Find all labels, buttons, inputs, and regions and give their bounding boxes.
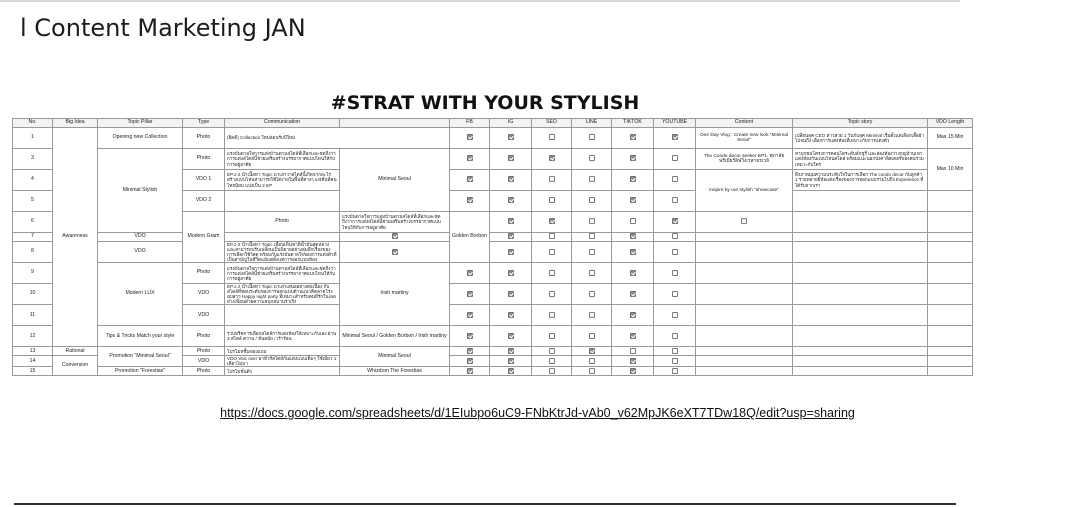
communication-cell: EP.1-2 นำเนื้อหา Topic มาเล่าว่าสไตล์นี้เกิดจากอะไร สร้างแบบไหนสามารถใช้ได้ง่ายในพื้นที่ต่างๆ แฟชั่นที่คนไทยนิยม แบ่งเป็น 2 EP xyxy=(225,170,340,191)
checkbox[interactable] xyxy=(467,176,473,182)
checkbox[interactable] xyxy=(549,249,555,255)
checkbox[interactable] xyxy=(508,348,514,354)
channel-cell xyxy=(490,170,532,191)
content-cell: Inspire by our stylish "showcase" xyxy=(696,170,793,212)
channel-cell xyxy=(532,128,572,149)
column-header: SEO xyxy=(532,119,572,128)
channel-cell xyxy=(654,149,696,170)
row-number: 11 xyxy=(13,305,53,326)
table-row xyxy=(13,233,973,242)
checkbox[interactable] xyxy=(467,333,473,339)
content-cell xyxy=(696,284,793,305)
channel-cell xyxy=(450,263,490,284)
vdo-length-cell: Max 10 Min xyxy=(928,149,973,191)
vdo-length-cell: Max 15 Min xyxy=(928,128,973,149)
channel-cell xyxy=(612,356,654,367)
checkbox[interactable] xyxy=(589,176,595,182)
checkbox[interactable] xyxy=(589,348,595,354)
channel-cell xyxy=(572,128,612,149)
content-cell: The Condo decor seeker EP1. ศุภาลัย พรีเมียร์ลิฟวิ่งเรสาธรเวย์ xyxy=(696,149,793,170)
channel-cell xyxy=(572,367,612,376)
checkbox[interactable] xyxy=(672,333,678,339)
checkbox[interactable] xyxy=(589,218,595,224)
channel-cell xyxy=(612,191,654,212)
channel-cell xyxy=(654,367,696,376)
channel-cell xyxy=(490,305,532,326)
checkbox[interactable] xyxy=(589,358,595,364)
channel-cell xyxy=(490,242,532,263)
channel-cell xyxy=(490,284,532,305)
checkbox[interactable] xyxy=(589,197,595,203)
communication-cell: VDO Voic over พาทัวร์สไตล์กันแต่งแบบเต็มๆ ใช้เพียว 1 เดียวไม่มา xyxy=(225,356,340,367)
channel-cell xyxy=(450,284,490,305)
row-number: 6 xyxy=(13,212,53,233)
topic-pillar-cell: Promotion "Forestias" xyxy=(98,367,183,376)
big-idea-cell: Conversion xyxy=(53,356,98,376)
vdo-length-cell xyxy=(928,284,973,305)
checkbox[interactable] xyxy=(549,368,555,374)
project-cell: Irish martiny xyxy=(340,263,450,326)
column-header: Big Idea xyxy=(53,119,98,128)
vdo-length-cell xyxy=(928,263,973,284)
row-number: 9 xyxy=(13,263,53,284)
channel-cell xyxy=(532,149,572,170)
table-row xyxy=(13,326,973,347)
checkbox[interactable] xyxy=(508,312,514,318)
sheet-title: #STRAT WITH YOUR STYLISH xyxy=(330,92,640,114)
checkbox[interactable] xyxy=(589,249,595,255)
channel-cell xyxy=(450,347,490,356)
content-cell xyxy=(696,233,793,242)
checkbox[interactable] xyxy=(549,218,555,224)
checkbox[interactable] xyxy=(630,176,636,182)
checkbox[interactable] xyxy=(549,176,555,182)
channel-cell xyxy=(490,128,532,149)
checkbox[interactable] xyxy=(589,155,595,161)
vdo-length-cell xyxy=(928,326,973,347)
checkbox[interactable] xyxy=(630,134,636,140)
project-cell: Minimal Seoul xyxy=(340,347,450,367)
checkbox[interactable] xyxy=(508,218,514,224)
checkbox[interactable] xyxy=(549,291,555,297)
communication-cell: แรงบันดาลใจการแต่งบ้านตามสไตล์ที่เลือกและชุดถึงว่าการแต่งสไตล์นี้ช่วยเสริมสร้างบรรยากาศแบบไหนให้กับการอยู่อาศัย xyxy=(340,212,450,233)
column-header: Content xyxy=(696,119,793,128)
checkbox[interactable] xyxy=(589,233,595,239)
checkbox[interactable] xyxy=(630,249,636,255)
type-cell: Photo xyxy=(183,347,225,356)
checkbox[interactable] xyxy=(630,155,636,161)
checkbox[interactable] xyxy=(630,358,636,364)
vdo-length-cell xyxy=(928,305,973,326)
topic-story-cell: เปลี่ยนลุค CEO สาวสวย 1 วันกับลุค Minimal เริ่มตั้งแต่เลือกเสื้อผ้า ไปจนถึง เลือกการแต่งห้องที่เหมาะกับการแต่งตัว xyxy=(793,128,928,149)
checkbox[interactable] xyxy=(672,358,678,364)
checkbox[interactable] xyxy=(508,291,514,297)
checkbox[interactable] xyxy=(672,348,678,354)
table-row xyxy=(13,128,973,149)
topic-pillar-cell: Minimal Stylish xyxy=(98,149,183,233)
type-cell: VDO xyxy=(98,233,183,242)
topic-story-cell xyxy=(928,212,973,233)
vdo-length-cell xyxy=(928,347,973,356)
vdo-length-cell xyxy=(928,367,973,376)
channel-cell xyxy=(532,233,572,242)
topic-pillar-cell: Tips & Tricks Match your style xyxy=(98,326,183,347)
checkbox[interactable] xyxy=(672,218,678,224)
content-cell xyxy=(696,326,793,347)
channel-cell xyxy=(612,212,654,233)
channel-cell xyxy=(612,242,654,263)
column-header: Topic story xyxy=(793,119,928,128)
channel-cell xyxy=(532,347,572,356)
channel-cell xyxy=(612,149,654,170)
type-cell: Photo xyxy=(183,326,225,347)
project-cell: Minimal Seoul / Golden Borbon / Irish martiny xyxy=(340,326,450,347)
row-number: 8 xyxy=(13,242,53,263)
checkbox[interactable] xyxy=(508,368,514,374)
channel-cell xyxy=(572,347,612,356)
type-cell: Photo xyxy=(183,128,225,149)
table-row xyxy=(13,367,973,376)
table-row xyxy=(13,242,973,263)
type-cell: Photo xyxy=(225,212,340,233)
type-cell: VDO 2 xyxy=(183,191,225,212)
channel-cell xyxy=(572,305,612,326)
top-border xyxy=(0,0,960,2)
vdo-length-cell xyxy=(928,356,973,367)
checkbox[interactable] xyxy=(549,155,555,161)
checkbox[interactable] xyxy=(589,368,595,374)
checkbox[interactable] xyxy=(467,270,473,276)
checkbox[interactable] xyxy=(672,233,678,239)
channel-cell xyxy=(490,347,532,356)
checkbox[interactable] xyxy=(630,218,636,224)
type-cell: Photo xyxy=(183,367,225,376)
content-cell: One Day Vlog : Create new look "Minimal Seoul" xyxy=(696,128,793,149)
topic-pillar-cell: Modern LUX xyxy=(98,263,183,326)
channel-cell xyxy=(490,263,532,284)
topic-story-cell xyxy=(793,326,928,347)
channel-cell xyxy=(572,212,612,233)
checkbox[interactable] xyxy=(467,358,473,364)
channel-cell xyxy=(532,356,572,367)
checkbox[interactable] xyxy=(467,291,473,297)
big-idea-cell: Awareness xyxy=(53,128,98,347)
content-cell xyxy=(696,347,793,356)
channel-cell xyxy=(532,305,572,326)
row-number: 7 xyxy=(13,233,53,242)
channel-cell xyxy=(654,305,696,326)
communication-cell: รวบทริคการเลือกสไตล์การแต่งห้องให้เหมาะกับเอง ผ่าน 3 สไตล์ ความ / ทันสมัย / เร้าร้อน xyxy=(225,326,340,347)
channel-cell xyxy=(612,263,654,284)
channel-cell xyxy=(532,170,572,191)
checkbox[interactable] xyxy=(549,270,555,276)
channel-cell xyxy=(490,356,532,367)
channel-cell xyxy=(450,149,490,170)
channel-cell xyxy=(654,212,696,233)
communication-cell xyxy=(225,191,340,212)
project-cell: Golden Borbon xyxy=(450,212,490,263)
channel-cell xyxy=(572,356,612,367)
row-number: 5 xyxy=(13,191,53,212)
channel-cell xyxy=(654,326,696,347)
channel-cell xyxy=(612,326,654,347)
content-plan-table xyxy=(12,118,973,376)
type-cell: VDO xyxy=(183,356,225,367)
channel-cell xyxy=(532,367,572,376)
topic-story-cell xyxy=(793,191,928,212)
content-cell xyxy=(696,305,793,326)
topic-story-cell xyxy=(793,356,928,367)
checkbox[interactable] xyxy=(549,333,555,339)
channel-cell xyxy=(450,305,490,326)
table-row xyxy=(13,263,973,284)
row-number: 14 xyxy=(13,356,53,367)
row-number: 12 xyxy=(13,326,53,347)
channel-cell xyxy=(612,233,654,242)
checkbox[interactable] xyxy=(392,249,398,255)
checkbox[interactable] xyxy=(508,358,514,364)
checkbox[interactable] xyxy=(549,233,555,239)
checkbox[interactable] xyxy=(672,176,678,182)
channel-cell xyxy=(572,263,612,284)
channel-cell xyxy=(572,233,612,242)
column-header: Communication xyxy=(225,119,340,128)
checkbox[interactable] xyxy=(589,312,595,318)
topic-story-cell xyxy=(793,305,928,326)
channel-cell xyxy=(612,305,654,326)
channel-cell xyxy=(450,170,490,191)
content-cell xyxy=(696,367,793,376)
content-cell xyxy=(793,212,928,233)
checkbox[interactable] xyxy=(630,197,636,203)
checkbox[interactable] xyxy=(508,155,514,161)
communication-cell: แรงบันดาลใจการแต่งบ้านตามสไตล์ที่เลือกและชุดถึงว่าการแต่งสไตล์นี้ช่วยเสริมสร้างบรรยากาศแบบไหนให้กับการอยู่อาศัย xyxy=(225,263,340,284)
channel-cell xyxy=(654,233,696,242)
column-header xyxy=(340,119,450,128)
channel-cell xyxy=(612,284,654,305)
checkbox[interactable] xyxy=(589,134,595,140)
channel-cell xyxy=(490,212,532,233)
channel-cell xyxy=(450,367,490,376)
checkbox[interactable] xyxy=(467,368,473,374)
channel-cell xyxy=(450,356,490,367)
communication-cell xyxy=(225,305,340,326)
channel-cell xyxy=(532,242,572,263)
checkbox[interactable] xyxy=(392,233,398,239)
column-header: YOUTUBE xyxy=(654,119,696,128)
checkbox[interactable] xyxy=(467,155,473,161)
type-cell: Photo xyxy=(183,263,225,284)
type-cell: VDO xyxy=(98,242,183,263)
channel-cell xyxy=(490,149,532,170)
content-cell xyxy=(696,242,793,263)
checkbox[interactable] xyxy=(508,270,514,276)
checkbox[interactable] xyxy=(508,197,514,203)
topic-pillar-cell: Promotion "Minimal Seoul" xyxy=(98,347,183,367)
bottom-divider xyxy=(14,503,956,505)
checkbox[interactable] xyxy=(630,368,636,374)
channel-cell xyxy=(490,191,532,212)
column-header: TIKTOK xyxy=(612,119,654,128)
channel-cell xyxy=(572,326,612,347)
topic-pillar-cell: Opening new Collection xyxy=(98,128,183,149)
communication-cell: โปรโมทชิ้นของแถม xyxy=(225,347,340,356)
topic-story-cell: ดึงภาพมุมความประทับใจในการเลือก The condo decor กับลูกค้า 1 รายหลายยี่ห้อแต่งเรื่องของการออกแบบรวมไปถึง Experience ที่ได้รับจากเรา xyxy=(793,170,928,191)
channel-cell xyxy=(572,170,612,191)
topic-story-cell xyxy=(793,284,928,305)
content-cell xyxy=(696,263,793,284)
checkbox[interactable] xyxy=(672,368,678,374)
channel-cell xyxy=(654,356,696,367)
type-cell: VDO 1 xyxy=(183,170,225,191)
channel-cell xyxy=(532,284,572,305)
checkbox[interactable] xyxy=(549,134,555,140)
channel-cell xyxy=(654,128,696,149)
channel-cell xyxy=(572,284,612,305)
channel-cell xyxy=(654,347,696,356)
channel-cell xyxy=(450,128,490,149)
channel-cell xyxy=(612,347,654,356)
checkbox[interactable] xyxy=(672,155,678,161)
vdo-length-cell xyxy=(928,242,973,263)
table-row xyxy=(13,347,973,356)
checkbox[interactable] xyxy=(589,333,595,339)
checkbox[interactable] xyxy=(549,348,555,354)
page-title: l Content Marketing JAN xyxy=(20,14,306,42)
channel-cell xyxy=(532,263,572,284)
channel-cell xyxy=(490,233,532,242)
topic-story-cell xyxy=(793,263,928,284)
vdo-length-cell xyxy=(928,233,973,242)
topic-story-cell xyxy=(793,347,928,356)
channel-cell xyxy=(654,191,696,212)
communication-cell xyxy=(225,233,340,242)
channel-cell xyxy=(654,170,696,191)
checkbox[interactable] xyxy=(549,312,555,318)
checkbox[interactable] xyxy=(672,270,678,276)
channel-cell xyxy=(490,326,532,347)
communication-cell: แรงบันดาลใจการแต่งบ้านตามสไตล์ที่เลือกและชุดถึงว่าการแต่งสไตล์นี้ช่วยเสริมสร้างบรรยากาศแบบไหนให้กับการอยู่อาศัย xyxy=(225,149,340,170)
row-number: 3 xyxy=(13,149,53,170)
column-header: Type xyxy=(183,119,225,128)
header-row xyxy=(13,119,973,128)
row-number: 15 xyxy=(13,367,53,376)
column-header: No. xyxy=(13,119,53,128)
checkbox[interactable] xyxy=(672,134,678,140)
checkbox[interactable] xyxy=(672,197,678,203)
topic-story-cell xyxy=(793,233,928,242)
channel-cell xyxy=(490,367,532,376)
project-cell: Minimal Seoul xyxy=(340,149,450,212)
checkbox[interactable] xyxy=(549,358,555,364)
checkbox[interactable] xyxy=(467,134,473,140)
column-header: Topic Pillar xyxy=(98,119,183,128)
channel-cell xyxy=(532,191,572,212)
project-cell: Whizdom The Forestias xyxy=(340,367,450,376)
type-cell: Photo xyxy=(183,149,225,170)
topic-story-cell: หาบุกชมโครงการคอนโดระดับลักชูรี่ และส่องห้องว่างกุญบ้านเขาแต่งห้องกันแบบไหนสไตล์ พร้อมแนะนอกบังคาลิสเตอร์ของคนรวมเหมาะกับใคร xyxy=(793,149,928,170)
checkbox[interactable] xyxy=(549,197,555,203)
checkbox[interactable] xyxy=(589,270,595,276)
type-cell: VDO xyxy=(183,305,225,326)
channel-cell xyxy=(450,191,490,212)
checkbox[interactable] xyxy=(630,348,636,354)
checkbox[interactable] xyxy=(630,333,636,339)
checkbox[interactable] xyxy=(508,176,514,182)
channel-cell xyxy=(532,212,572,233)
channel-cell xyxy=(696,212,793,233)
checkbox[interactable] xyxy=(589,291,595,297)
content-cell xyxy=(696,356,793,367)
channel-cell xyxy=(340,233,450,242)
communication-cell: EP.1-2 นำเนื้อหา Topic เพื่อนเห็นชาติน้ำมันสุดหลวงและสามารถปรับเปลี่ยนเป็นนิยายอย่างลุ่มลึกเรื่องของการเลือกใช้วัสดุ พร้อมกับแรงบันดาลใจของการแต่งตัวที่เป็นสามัญในชีวิตแม้แต่ตั้งแต่การออกแบบห้อง xyxy=(225,242,340,263)
channel-cell xyxy=(572,149,612,170)
checkbox[interactable] xyxy=(508,134,514,140)
checkbox[interactable] xyxy=(467,312,473,318)
channel-cell xyxy=(654,263,696,284)
checkbox[interactable] xyxy=(467,197,473,203)
row-number: 1 xyxy=(13,128,53,149)
checkbox[interactable] xyxy=(630,233,636,239)
communication-cell: EP.1-2 นำเนื้อหา Topic มาเล่าเสนออย่างต่อเนื่อง กับสไตล์ที่ชอบระดับของการออกแบบด้านแนวคิดลาดโรงอุบสาว Happy night party ที่เหมาะสำหรับคนที่รักในเลอย่างเพื่อนด้วยความสนุกสนานร่าเริง xyxy=(225,284,340,305)
channel-cell xyxy=(612,128,654,149)
vdo-length-cell xyxy=(928,191,973,212)
checkbox[interactable] xyxy=(741,218,747,224)
table-row xyxy=(13,149,973,170)
column-header: IG xyxy=(490,119,532,128)
checkbox[interactable] xyxy=(508,233,514,239)
channel-cell xyxy=(654,284,696,305)
row-number: 10 xyxy=(13,284,53,305)
column-header: VDO Length xyxy=(928,119,973,128)
communication-cell: (ยิดดี) Collection ใหม่ล่อนรับปีใหม่ xyxy=(225,128,450,149)
checkbox[interactable] xyxy=(630,270,636,276)
topic-pillar-cell: Modern Gram xyxy=(183,212,225,263)
row-number: 13 xyxy=(13,347,53,356)
checkbox[interactable] xyxy=(630,312,636,318)
channel-cell xyxy=(450,326,490,347)
spreadsheet-link[interactable]: https://docs.google.com/spreadsheets/d/1EIubpo6uC9-FNbKtrJd-vAb0_v62MpJK6eXT7TDw18Q/edit?usp=sharing xyxy=(220,406,855,420)
topic-story-cell xyxy=(793,242,928,263)
checkbox[interactable] xyxy=(508,249,514,255)
row-number: 4 xyxy=(13,170,53,191)
checkbox[interactable] xyxy=(508,333,514,339)
checkbox[interactable] xyxy=(672,249,678,255)
checkbox[interactable] xyxy=(672,291,678,297)
checkbox[interactable] xyxy=(672,312,678,318)
channel-cell xyxy=(612,367,654,376)
channel-cell xyxy=(340,242,450,263)
big-idea-cell: Rational xyxy=(53,347,98,356)
channel-cell xyxy=(654,242,696,263)
checkbox[interactable] xyxy=(630,291,636,297)
topic-story-cell xyxy=(793,367,928,376)
column-header: FB xyxy=(450,119,490,128)
checkbox[interactable] xyxy=(467,348,473,354)
channel-cell xyxy=(612,170,654,191)
channel-cell xyxy=(532,326,572,347)
channel-cell xyxy=(572,191,612,212)
column-header: LINE xyxy=(572,119,612,128)
channel-cell xyxy=(572,242,612,263)
type-cell: VDO xyxy=(183,284,225,305)
communication-cell: โปรโมชั่นดีๆ xyxy=(225,367,340,376)
